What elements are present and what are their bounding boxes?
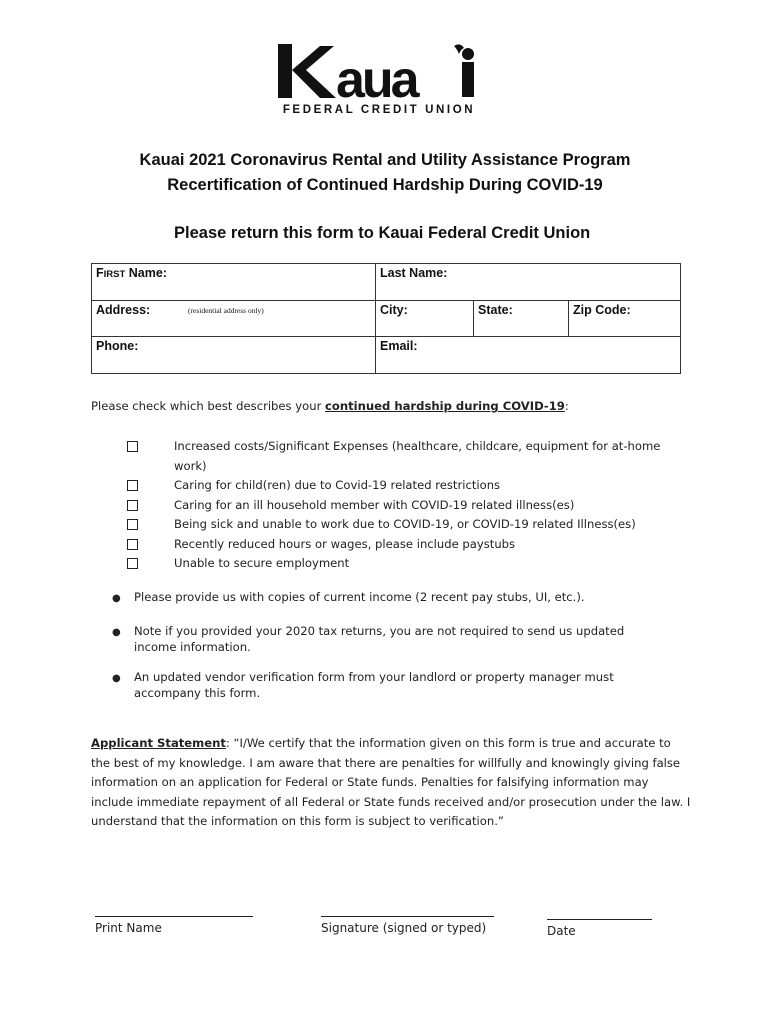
requirement-item xyxy=(112,589,672,609)
address-note: (residential address only) xyxy=(188,306,264,315)
address-field[interactable] xyxy=(92,301,376,337)
requirement-item xyxy=(112,623,672,655)
city-label: City: xyxy=(380,303,408,317)
applicant-info-table xyxy=(91,263,681,374)
phone-field[interactable] xyxy=(92,337,376,374)
instruction-emphasis: continued hardship during COVID-19 xyxy=(325,399,565,413)
date-label: Date xyxy=(547,924,576,938)
date-line[interactable] xyxy=(547,919,652,920)
bullet-icon: ● xyxy=(112,593,121,604)
address-label: Address: xyxy=(96,303,151,317)
signature-label: Signature (signed or typed) xyxy=(321,921,487,935)
checklist-item xyxy=(127,535,667,555)
checkbox[interactable] xyxy=(127,539,138,550)
checklist-item-label: Recently reduced hours or wages, please include paystubs xyxy=(174,536,516,551)
document-title-line2: Recertification of Continued Hardship During COVID-19 xyxy=(167,176,603,194)
checkbox[interactable] xyxy=(127,500,138,511)
hardship-instruction xyxy=(91,397,569,417)
print-name-label: Print Name xyxy=(95,921,162,935)
last-name-label: Last Name: xyxy=(380,266,448,280)
checkbox[interactable] xyxy=(127,441,138,452)
checklist-item-label: Being sick and unable to work due to COVID-19, or COVID-19 related Illness(es) xyxy=(174,517,636,531)
first-name-label-initial: F xyxy=(96,266,104,280)
last-name-field[interactable] xyxy=(376,264,681,301)
checklist-item xyxy=(127,437,667,476)
first-name-field[interactable] xyxy=(92,264,376,301)
checklist-item-label: Increased costs/Significant Expenses (healthcare, childcare, equipment for at-home work) xyxy=(174,439,661,473)
state-field[interactable] xyxy=(474,301,569,337)
svg-text:aua: aua xyxy=(336,51,417,102)
instruction-prefix: Please check which best describes your xyxy=(91,399,326,413)
checklist-item-label: Caring for an ill household member with COVID-19 related illness(es) xyxy=(174,497,575,512)
hardship-checklist xyxy=(127,437,667,574)
first-name-label-rest: IRST xyxy=(103,269,126,280)
checkbox[interactable] xyxy=(127,558,138,569)
phone-label: Phone: xyxy=(96,339,139,353)
checkbox[interactable] xyxy=(127,480,138,491)
requirement-text: An updated vendor verification form from your landlord or property manager must accompany this form. xyxy=(134,669,614,700)
email-label: Email: xyxy=(380,339,418,353)
checklist-item xyxy=(127,476,667,496)
print-name-line[interactable] xyxy=(95,916,253,917)
first-name-label-suffix: Name: xyxy=(125,266,167,280)
return-instruction: Please return this form to Kauai Federal Credit Union xyxy=(174,224,591,242)
email-field[interactable] xyxy=(376,337,681,374)
bullet-icon: ● xyxy=(112,672,121,684)
requirement-text: Please provide us with copies of current income (2 recent pay stubs, UI, etc.). xyxy=(134,590,585,604)
checklist-item xyxy=(127,515,667,535)
kauai-logo-mark xyxy=(276,40,486,102)
checklist-item-label: Unable to secure employment xyxy=(174,556,350,570)
instruction-suffix: : xyxy=(564,399,569,413)
requirements-list xyxy=(112,589,672,715)
logo-subtitle: FEDERAL CREDIT UNION xyxy=(282,104,476,116)
signature-line[interactable] xyxy=(321,916,494,917)
bullet-icon: ● xyxy=(112,626,121,638)
document-title-line1: Kauai 2021 Coronavirus Rental and Utility Assistance Program xyxy=(139,151,631,169)
kauai-fcu-logo xyxy=(276,40,486,120)
checklist-item xyxy=(127,554,667,574)
checklist-item xyxy=(127,496,667,516)
applicant-statement xyxy=(91,734,691,832)
requirement-text: Note if you provided your 2020 tax returns, you are not required to send us updated income information. xyxy=(134,623,625,654)
checkbox[interactable] xyxy=(127,519,138,530)
statement-label: Applicant Statement xyxy=(91,736,226,750)
zip-code-field[interactable] xyxy=(569,301,681,337)
statement-text: : “I/We certify that the information given on this form is true and accurate to the best of my knowledge. I am aware that there are penalties for willfully and knowingly giving false information on an application for Federal or State funds. Penalties for falsifying information may include immediate repayment of all Federal or State funds received and/or prosecution under the law. I understand that the information on this form is subject to verification.” xyxy=(91,736,691,828)
zip-code-label: Zip Code: xyxy=(573,303,631,317)
checklist-item-label: Caring for child(ren) due to Covid-19 related restrictions xyxy=(174,478,501,492)
requirement-item xyxy=(112,669,672,701)
city-field[interactable] xyxy=(376,301,474,337)
state-label: State: xyxy=(478,303,513,317)
